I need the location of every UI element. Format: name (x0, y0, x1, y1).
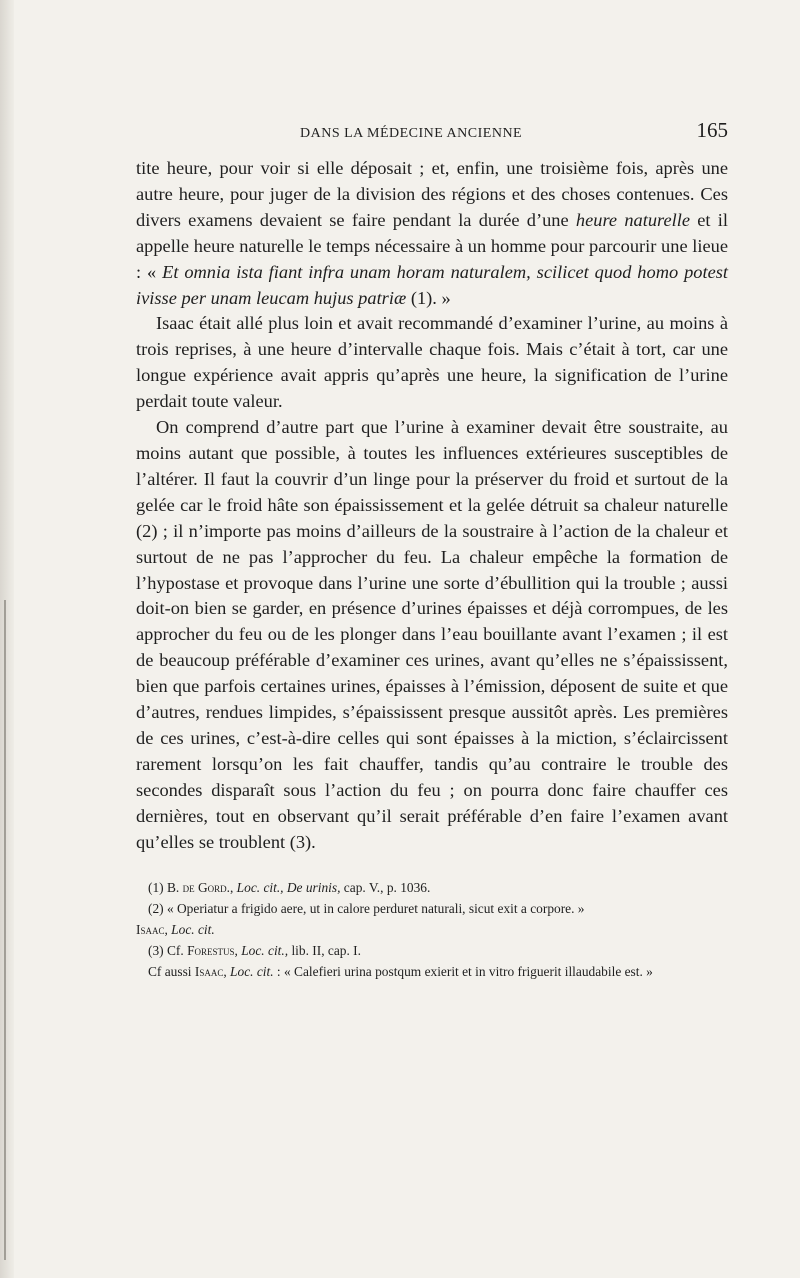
footnote-3-extra: Cf aussi Isaac, Loc. cit. : « Calefieri urina postqum exierit et in vitro friguerit illaudabile est. » (148, 964, 653, 980)
book-page (136, 116, 728, 982)
footnote-2: (2) « Operiatur a frigido aere, ut in calore perduret naturali, sicut exit a corpore. » (148, 901, 585, 917)
page-number: 165 (696, 118, 728, 142)
body-text (136, 156, 728, 855)
paragraph-2: Isaac était allé plus loin et avait recommandé d’examiner l’urine, au moins à trois reprises, à une heure d’intervalle chaque fois. Mais c’était à tort, car une longue expérience avait appris qu’après une heure, la signification de l’urine perdait toute valeur. (136, 313, 728, 412)
footnote-2-source: Isaac, Loc. cit. (136, 922, 215, 938)
footnote-1: (1) B. de Gord., Loc. cit., De urinis, cap. V., p. 1036. (148, 880, 431, 896)
paragraph-3: On comprend d’autre part que l’urine à examiner devait être soustraite, au moins autant que possible, à toutes les influences extérieures susceptibles de l’altérer. Il faut la couvrir d’un linge pour la préserver du froid et surtout de la gelée car le froid hâte son épaississement et la gelée détruit sa chaleur naturelle (2) ; il n’importe pas moins d’ailleurs de la soustraire à l’action de la chaleur et surtout de ne pas l’approcher du feu. La chaleur empêche la formation de l’hypostase et provoque dans l’urine une sorte d’ébullition qui la trouble ; aussi doit-on bien se garder, en présence d’urines épaisses et déjà corrompues, de les approcher du feu ou de les plonger dans l’eau bouillante avant l’examen ; il est de beaucoup préférable d’examiner ces urines, avant qu’elles ne s’épaississent, bien que parfois certaines urines, épaisses à l’émission, déposent de suite et que d’autres, rendues limpides, s’épaississent presque aussitôt après. Les premières de ces urines, c’est-à-dire celles qui sont épaisses à la miction, s’éclaircissent rarement lorsqu’on les fait chauffer, tandis qu’au contraire le trouble des secondes disparaît sous l’action du feu ; on pourra donc faire chauffer ces dernières, tout en observant qu’il serait préférable d’en faire l’examen avant qu’elles se troublent (3). (136, 417, 728, 852)
footnotes (136, 877, 728, 982)
binding-shadow (4, 600, 6, 1260)
footnote-3: (3) Cf. Forestus, Loc. cit., lib. II, cap. I. (148, 943, 361, 959)
left-page-edge (0, 0, 14, 1278)
paragraph-1: tite heure, pour voir si elle déposait ; et, enfin, une troisième fois, après une autre heure, pour juger de la division des régions et des choses contenues. Ces divers examens devaient se faire pendant la durée d’une heure naturelle et il appelle heure naturelle le temps nécessaire à un homme pour parcourir une lieue : « Et omnia ista fiant infra unam horam naturalem, scilicet quod homo potest ivisse per unam leucam hujus patriæ (1). » (136, 158, 728, 308)
running-head (136, 116, 728, 156)
running-title: DANS LA MÉDECINE ANCIENNE (300, 126, 523, 141)
